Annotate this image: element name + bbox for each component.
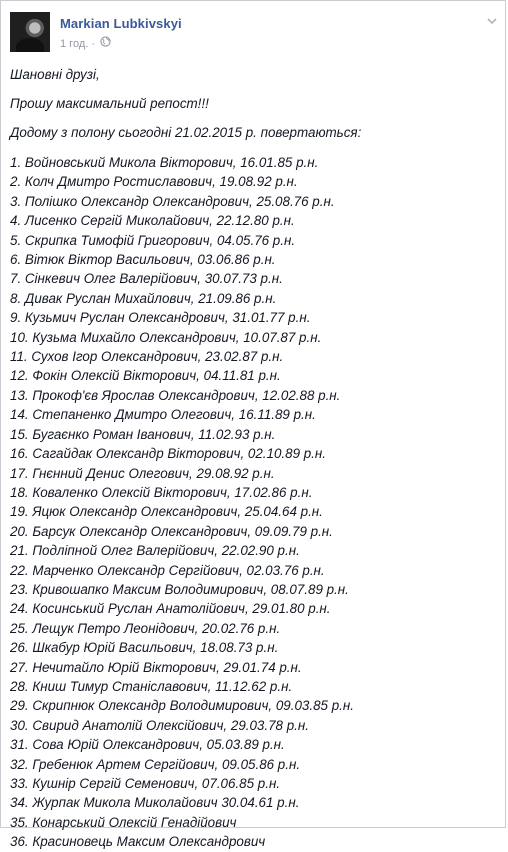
list-item: 18. Коваленко Олексій Вікторович, 17.02.86 р.н.: [10, 484, 313, 500]
list-item: 8. Дивак Руслан Михайлович, 21.09.86 р.н.: [10, 290, 277, 306]
list-item: 9. Кузьмич Руслан Олександрович, 31.01.77 р.н.: [10, 310, 311, 326]
list-item: 12. Фокін Олексій Вікторович, 04.11.81 р.н.: [10, 368, 281, 384]
list-item: 4. Лисенко Сергій Миколайович, 22.12.80 р.н.: [10, 213, 295, 229]
repost-request: Прошу максимальний репост!!!: [10, 96, 209, 111]
list-item: 19. Яцюк Олександр Олександрович, 25.04.64 р.н.: [10, 504, 323, 520]
list-item: 17. Гнєнний Денис Олегович, 29.08.92 р.н.: [10, 465, 275, 481]
list-item: 11. Сухов Ігор Олександрович, 23.02.87 р.н.: [10, 349, 284, 365]
list-item: 26. Шкабур Юрій Васильович, 18.08.73 р.н.: [10, 640, 279, 656]
list-item: 24. Косинський Руслан Анатолійович, 29.01.80 р.н.: [10, 601, 331, 617]
list-item: 30. Свирид Анатолій Олексійович, 29.03.78 р.н.: [10, 717, 309, 733]
list-item: 10. Кузьма Михайло Олександрович, 10.07.87 р.н.: [10, 329, 322, 345]
globe-icon[interactable]: [100, 36, 111, 50]
greeting: Шановні друзі,: [10, 67, 100, 82]
list-item: 23. Кривошапко Максим Володимирович, 08.07.89 р.н.: [10, 581, 349, 597]
list-item: 5. Скрипка Тимофій Григорович, 04.05.76 р.н.: [10, 232, 296, 248]
list-item: 25. Лещук Петро Леонідович, 20.02.76 р.н.: [10, 620, 281, 636]
list-item: 33. Кушнір Сергій Семенович, 07.06.85 р.н.: [10, 776, 281, 791]
announcement: Додому з полону сьогодні 21.02.2015 р. повертаються:: [10, 125, 362, 140]
list-item: 20. Барсук Олександр Олександрович, 09.09.79 р.н.: [10, 523, 333, 539]
list-item: 31. Сова Юрій Олександрович, 05.03.89 р.н.: [10, 737, 285, 753]
list-item: 6. Вітюк Віктор Васильович, 03.06.86 р.н.: [10, 252, 276, 268]
post-header: [10, 12, 500, 54]
list-item: 32. Гребенюк Артем Сергійович, 09.05.86 р.н.: [10, 756, 301, 772]
list-item: 15. Бугаєнко Роман Іванович, 11.02.93 р.н.: [10, 426, 276, 442]
list-item: 27. Нечитайло Юрій Вікторович, 29.01.74 р.н.: [10, 659, 302, 675]
list-item: 2. Колч Дмитро Ростиславович, 19.08.92 р.н.: [10, 174, 298, 190]
list-item: 14. Степаненко Дмитро Олегович, 16.11.89 р.н.: [10, 407, 316, 423]
list-item: 34. Журпак Микола Миколайович 30.04.61 р.н.: [10, 795, 300, 811]
list-item: 21. Подлiпной Олег Валерiйович, 22.02.90 р.н.: [10, 543, 300, 559]
list-item: 29. Скрипнюк Олександр Володимирович, 09.03.85 р.н.: [10, 698, 354, 714]
list-item: 36. Красиновець Максим Олександрович: [10, 834, 266, 850]
list-item: 13. Прокоф'єв Ярослав Олександрович, 12.02.88 р.н.: [10, 387, 341, 403]
chevron-down-icon[interactable]: [486, 14, 498, 26]
list-item: 3. Полішко Олександр Олександрович, 25.08.76 р.н.: [10, 193, 335, 209]
list-item: 16. Сагайдак Олександр Вікторович, 02.10.89 р.н.: [10, 446, 326, 462]
prisoner-list: [10, 153, 500, 852]
list-item: 22. Марченко Олександр Сергійович, 02.03.76 р.н.: [10, 562, 325, 578]
meta-separator: ·: [91, 38, 96, 50]
avatar[interactable]: [10, 12, 50, 52]
author-name[interactable]: Markian Lubkivskyi: [60, 16, 182, 31]
list-item: 7. Сінкевич Олег Валерійович, 30.07.73 р.н.: [10, 271, 283, 287]
list-item: 28. Книш Тимур Станіславович, 11.12.62 р.н.: [10, 678, 293, 694]
list-item: 35. Конарський Олексій Генадійович: [10, 814, 237, 830]
list-item: 1. Войновський Микола Вікторович, 16.01.85 р.н.: [10, 155, 319, 170]
post-meta: [60, 36, 111, 50]
post-body: [10, 66, 500, 852]
post-timestamp[interactable]: 1 год.: [60, 38, 89, 50]
